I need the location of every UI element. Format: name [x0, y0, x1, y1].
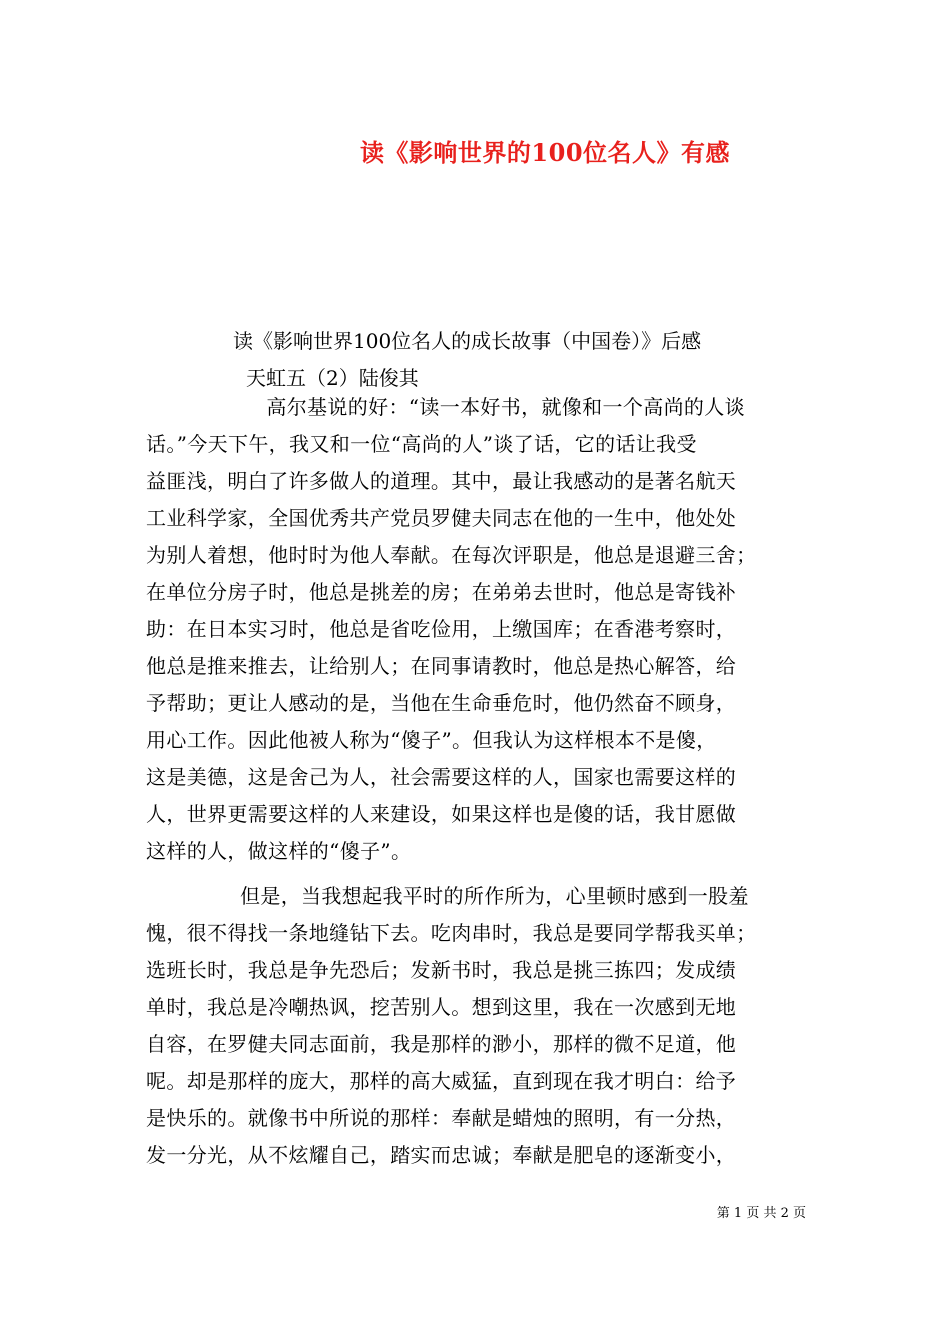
paragraph-line: 助：在日本实习时，他总是省吃俭用，上缴国库；在香港考察时， [146, 617, 737, 641]
paragraph-line: 自容，在罗健夫同志面前，我是那样的渺小，那样的微不足道，他 [146, 1032, 737, 1056]
paragraph-line: 予帮助；更让人感动的是，当他在生命垂危时，他仍然奋不顾身， [146, 691, 737, 715]
paragraph-line: 呢。却是那样的庞大，那样的高大威猛，直到现在我才明白：给予 [146, 1069, 737, 1093]
paragraph-line: 单时，我总是冷嘲热讽，挖苦别人。想到这里，我在一次感到无地 [146, 995, 737, 1019]
paragraph-line: 他总是推来推去，让给别人；在同事请教时，他总是热心解答，给 [146, 654, 737, 678]
paragraph-line: 人，世界更需要这样的人来建设，如果这样也是傻的话，我甘愿做 [146, 802, 737, 826]
paragraph-line: 益匪浅，明白了许多做人的道理。其中，最让我感动的是著名航天 [146, 469, 737, 493]
paragraph-line: 发一分光，从不炫耀自己，踏实而忠诚；奉献是肥皂的逐渐变小， [146, 1143, 737, 1167]
paragraph-line: 用心工作。因此他被人称为“傻子”。但我认为这样根本不是傻， [146, 728, 717, 752]
article-subtitle: 读《影响世界100位名人的成长故事（中国卷）》后感 [233, 329, 702, 353]
paragraph-line: 高尔基说的好：“读一本好书，就像和一个高尚的人谈 [246, 395, 745, 419]
paragraph-line: 工业科学家，全国优秀共产党员罗健夫同志在他的一生中，他处处 [146, 506, 737, 530]
paragraph-line: 为别人着想，他时时为他人奉献。在每次评职是，他总是退避三舍； [146, 543, 757, 567]
paragraph-2 [146, 878, 846, 1174]
paragraph-line: 但是，当我想起我平时的所作所为，心里顿时感到一股羞 [240, 884, 749, 908]
paragraph-line: 是快乐的。就像书中所说的那样：奉献是蜡烛的照明，有一分热， [146, 1106, 737, 1130]
paragraph-line: 这样的人，做这样的“傻子”。 [146, 839, 412, 863]
paragraph-line: 话。”今天下午，我又和一位“高尚的人”谈了话，它的话让我受 [146, 432, 697, 456]
paragraph-line: 在单位分房子时，他总是挑差的房；在弟弟去世时，他总是寄钱补 [146, 580, 737, 604]
paragraph-line: 这是美德，这是舍己为人，社会需要这样的人，国家也需要这样的 [146, 765, 737, 789]
paragraph-line: 愧，很不得找一条地缝钻下去。吃肉串时，我总是要同学帮我买单； [146, 921, 757, 945]
page-number-footer: 第 1 页 共 2 页 [716, 1206, 806, 1221]
paragraph-1 [146, 389, 846, 870]
paragraph-line: 选班长时，我总是争先恐后；发新书时，我总是挑三拣四；发成绩 [146, 958, 737, 982]
document-title: 读《影响世界的100位名人》有感 [359, 138, 731, 167]
article-author: 天虹五（2）陆俊其 [246, 366, 419, 390]
